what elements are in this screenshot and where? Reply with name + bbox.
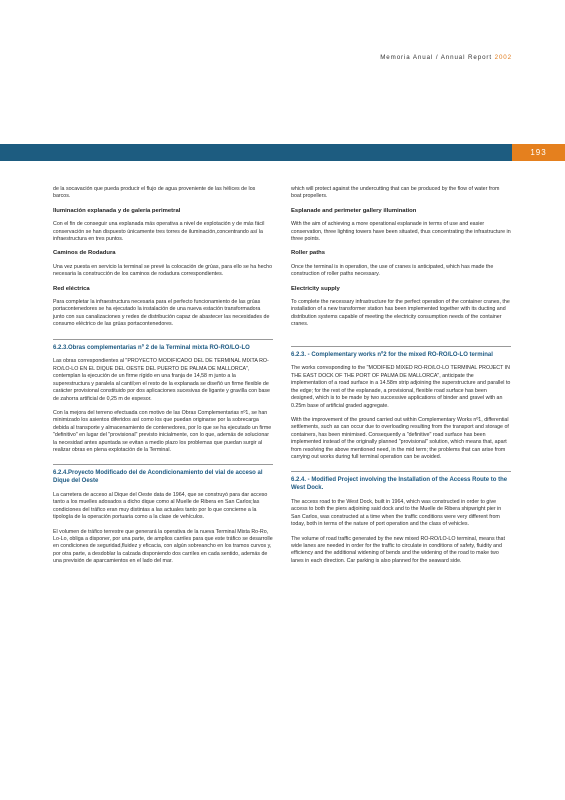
paragraph-624a-en: The access road to the West Dock, built in 1964, which was constructed in order to give access to both the piers adjoining said dock and to the Muelle de Ribera shipwright pier in San Carlos, was constructed at a time when the traffic conditions were very different from today, both in terms of the nature of port operation and the class of vehicles. (291, 498, 502, 528)
paragraph-623a-es: Las obras correspondientes al "PROYECTO MODIFICADO DEL DE TERMINAL MIXTA RO-RO/LO-LO EN EL DIQUE DEL OESTE DEL PUERTO DE PALMA DE MALLORCA", contemplan la ejecución de un firme rígido en una franja de 14,58 m junto a la superestructura y paralela al cantil;en el resto de la explanada se diseñó un firme flexible de carácter provisional constituido por dos aplicaciones sucesivas de ligante y gravilla con base de zahorra artificial de 0,25 m de espesor. (53, 358, 270, 402)
paragraph-intro-en: which will protect against the undercutting that can be produced by the flow of water from boat propellers. (291, 186, 500, 200)
heading-electricity-en: Electricity supply (291, 285, 340, 292)
paragraph-illumination-en: With the aim of achieving a more operational esplanade in terms of use and easier conservation, three lighting towers have been situated, thus concentrating the infrastructure in three points. (291, 221, 511, 243)
paragraph-623a-en: The works corresponding to the "MODIFIED MIXED RO-RO/LO-LO TERMINAL PROJECT IN THE EAST DOCK OF THE PORT OF PALMA DE MALLORCA", anticipate the implementation of a road surface in a 14.58m strip adjoining the superstructure and parallel to the edge; for the rest of the esplanade, a provisional, flexible road surface has been designed, which is to be made by two successive applications of binder and gravel with an 0.25m base of artificial graded aggregate. (291, 365, 511, 409)
section-623-en (291, 346, 511, 462)
heading-roller-paths-es: Caminos de Rodadura (53, 250, 116, 257)
heading-623-en: 6.2.3. - Complementary works nº2 for the mixed RO-RO/LO-LO terminal (291, 351, 493, 358)
section-623-es (53, 339, 273, 455)
heading-624-es: 6.2.4.Proyecto Modificado del de Acondicionamiento del vial de acceso al Dique del Oeste (53, 470, 263, 485)
section-624-es (53, 464, 273, 565)
heading-623-es: 6.2.3.Obras complementarias nº 2 de la Terminal mixta RO-RO/LO-LO (53, 344, 250, 351)
page-number: 193 (512, 144, 565, 161)
running-title: Memoria Anual / Annual Report (380, 54, 492, 61)
paragraph-electricity-en: To complete the necessary infrastructure for the perfect operation of the container cranes, the installation of a new transformer station has been implemented together with its ducting and distribution systems capable of meeting the electricity consumption needs of the container cranes. (291, 299, 510, 328)
paragraph-623b-es: Con la mejora del terreno efectuada con motivo de las Obras Complementarias nº1, se han minimizado los asientos diferidos así como los que puedan originarse por la sobrecarga debida al transporte y almacenamiento de contenedores, por lo que se ha ejecutado un firme "definitivo" en lugar del "provisional" previsto inicialmente, con lo que, además de solucionar la necesidad antes apuntada se evitan a medio plazo los problemas que puedan surgir al realizar obras en plena explotación de la Terminal. (53, 409, 272, 453)
header-band (0, 144, 565, 161)
paragraph-624b-en: The volume of road traffic generated by the new mixed RO-RO/LO-LO terminal, means that wide lanes are needed in order for the traffic to circulate in conditions of safety, fluidity and efficiency and the additional widening of bends and the widening of the road to make two lanes in each direction. Car parking is also planned for the seaward side. (291, 535, 505, 564)
heading-electricity-es: Red eléctrica (53, 285, 90, 292)
paragraph-623b-en: With the improvement of the ground carried out within Complementary Works nº1, differential settlements, such as can occur due to overloading resulting from the transport and storage of containers, has been minimised. Consequently a "definitive" road surface has been implemented instead of the originally planned "provisional" solution, which means that, apart from resolving the above mentioned need, in the mid term; the problems that can arise from carrying out works during full terminal operation can be avoided. (291, 416, 509, 460)
paragraph-roller-paths-es: Una vez puesta en servicio la terminal se prevé la colocación de grúas, para ello se ha hecho necesaria la construcción de los caminos de rodadura correspondientes. (53, 263, 273, 278)
spanish-column (53, 186, 273, 573)
section-624-en (291, 471, 511, 565)
paragraph-roller-paths-en: Once the terminal is in operation, the use of cranes is anticipated, which has made the construction of roller paths necessary. (291, 263, 494, 278)
english-column (291, 186, 511, 572)
report-year: 2002 (494, 54, 512, 61)
heading-illumination-en: Esplanade and perimeter gallery illumination (291, 207, 417, 214)
running-header (380, 54, 512, 61)
paragraph-intro-es: de la socavación que pueda producir el flujo de agua proveniente de las hélices de los barcos. (53, 186, 256, 200)
paragraph-electricity-es: Para completar la infraestructura necesaria para el perfecto funcionamiento de las grúas portacontenedores se ha ejecutado la instalación de una nueva estación transformadora junto con sus canalizaciones y redes de distribución capaz de abastecer las necesidades de consumo eléctrico de las grúas portacontenedores. (53, 299, 270, 328)
paragraph-624b-es: El volumen de tráfico terrestre que generará la operativa de la nueva Terminal Mixta Ro-Ro, Lo-Lo, obliga a disponer, por una parte, de amplios carriles para que este tráfico se desarrolle en condiciones de seguridad,fluidez y eficacia, con algún sobreancho en los tramos curvos y, por otra parte, a desdoblar la calzada disponiendo dos carriles en cada sentido, además de una previsión de aparcamientos en el lado del mar. (53, 528, 273, 565)
paragraph-624a-es: La carretera de acceso al Dique del Oeste data de 1964, que se construyó para dar acceso tanto a los muelles adosados a dicho dique como al Muelle de Ribera en San Carlos;las condiciones del tráfico eran muy distintas a las actuales tanto por lo que concierne a la tipología de la operación portuaria como a la clase de vehículos. (53, 491, 268, 521)
heading-illumination-es: Iluminación explanada y de galería perimetral (53, 207, 181, 214)
heading-roller-paths-en: Roller paths (291, 250, 326, 257)
paragraph-illumination-es: Con el fin de conseguir una explanada más operativa a nivel de explotación y de más fácil conservación se han dispuesto únicamente tres torres de iluminación,concentrando así la infraestructura en tres puntos. (53, 221, 265, 243)
heading-624-en: 6.2.4. - Modified Project involving the Installation of the Access Route to the West Dock. (291, 477, 508, 492)
